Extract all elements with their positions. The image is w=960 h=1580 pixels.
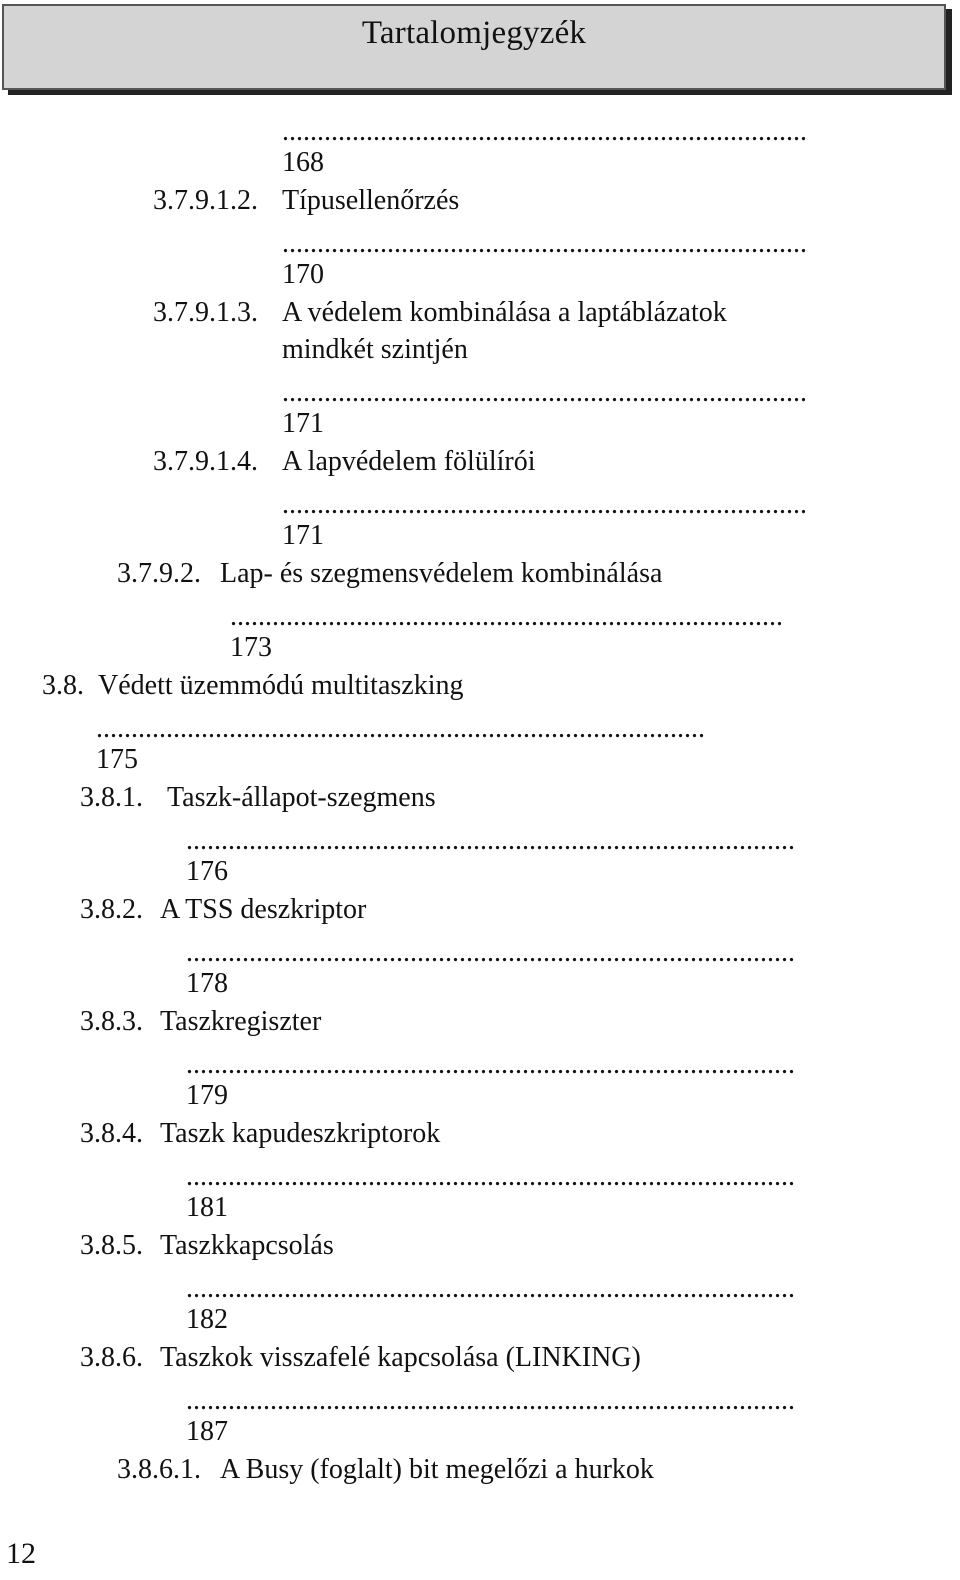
toc-entry-title[interactable]: Taszk kapudeszkriptorok — [160, 1118, 441, 1149]
toc-entry-number: 3.8.5. — [80, 1230, 143, 1261]
toc-page-ref[interactable]: 175 — [96, 744, 138, 775]
toc-entry-number: 3.8.4. — [80, 1118, 143, 1149]
toc-entry-title-continuation[interactable]: mindkét szintjén — [282, 334, 468, 365]
toc-page-ref[interactable]: 178 — [186, 968, 228, 999]
toc-entry-number: 3.7.9.1.2. — [153, 185, 258, 216]
toc-page-ref[interactable]: 187 — [186, 1416, 228, 1447]
toc-entry-title[interactable]: Taszkkapcsolás — [160, 1230, 334, 1261]
toc-leader-dots: ........................................................................... — [282, 377, 807, 408]
toc-page-ref[interactable]: 179 — [186, 1080, 228, 1111]
toc-page-ref[interactable]: 181 — [186, 1192, 228, 1223]
toc-page-ref[interactable]: 170 — [282, 259, 324, 290]
toc-entry-title[interactable]: Taszkregiszter — [160, 1006, 322, 1037]
toc-entry-number: 3.7.9.1.3. — [153, 297, 258, 328]
toc-page-ref[interactable]: 176 — [186, 856, 228, 887]
toc-entry-number: 3.8.6.1. — [117, 1454, 201, 1485]
toc-page-ref[interactable]: 171 — [282, 520, 324, 551]
toc-page-ref[interactable]: 171 — [282, 408, 324, 439]
toc-leader-dots: ....................................................................................... — [186, 825, 795, 856]
toc-entry-title[interactable]: Taszk-állapot-szegmens — [167, 782, 436, 813]
toc-entry-title[interactable]: A TSS deszkriptor — [160, 894, 367, 925]
toc-entry-title[interactable]: Típusellenőrzés — [282, 185, 460, 216]
toc-entry-number: 3.8.3. — [80, 1006, 143, 1037]
toc-leader-dots: ....................................................................................... — [186, 1273, 795, 1304]
toc-entry-number: 3.8.2. — [80, 894, 143, 925]
toc-leader-dots: ............................................................................... — [230, 601, 783, 632]
toc-header-box — [2, 4, 946, 90]
toc-entry-title[interactable]: A védelem kombinálása a laptáblázatok — [282, 297, 727, 328]
toc-leader-dots: ....................................................................................... — [186, 1385, 795, 1416]
toc-entry-number: 3.7.9.1.4. — [153, 446, 258, 477]
toc-entry-title[interactable]: Taszkok visszafelé kapcsolása (LINKING) — [160, 1342, 641, 1373]
toc-entry-number: 3.7.9.2. — [117, 558, 201, 589]
toc-entry-number: 3.8. — [42, 670, 84, 701]
toc-page-ref[interactable]: 182 — [186, 1304, 228, 1335]
page-number: 12 — [6, 1537, 36, 1570]
toc-entry-title[interactable]: A lapvédelem fölülírói — [282, 446, 536, 477]
toc-entry-title[interactable]: Lap- és szegmensvédelem kombinálása — [220, 558, 663, 589]
toc-leader-dots: ....................................................................................... — [186, 1049, 795, 1080]
toc-leader-dots: ........................................................................... — [282, 116, 807, 147]
toc-leader-dots: ....................................................................................... — [186, 937, 795, 968]
toc-entry-number: 3.8.1. — [80, 782, 143, 813]
toc-entry-number: 3.8.6. — [80, 1342, 143, 1373]
toc-page-ref[interactable]: 173 — [230, 632, 272, 663]
toc-leader-dots: ........................................................................... — [282, 228, 807, 259]
page-title: Tartalomjegyzék — [361, 15, 587, 51]
toc-leader-dots: ....................................................................................... — [186, 1161, 795, 1192]
toc-entry-title[interactable]: A Busy (foglalt) bit megelőzi a hurkok — [220, 1454, 654, 1485]
toc-entry-title[interactable]: Védett üzemmódú multitaszking — [98, 670, 464, 701]
toc-leader-dots: ....................................................................................... — [96, 713, 705, 744]
toc-leader-dots: ........................................................................... — [282, 489, 807, 520]
toc-page-ref[interactable]: 168 — [282, 147, 324, 178]
